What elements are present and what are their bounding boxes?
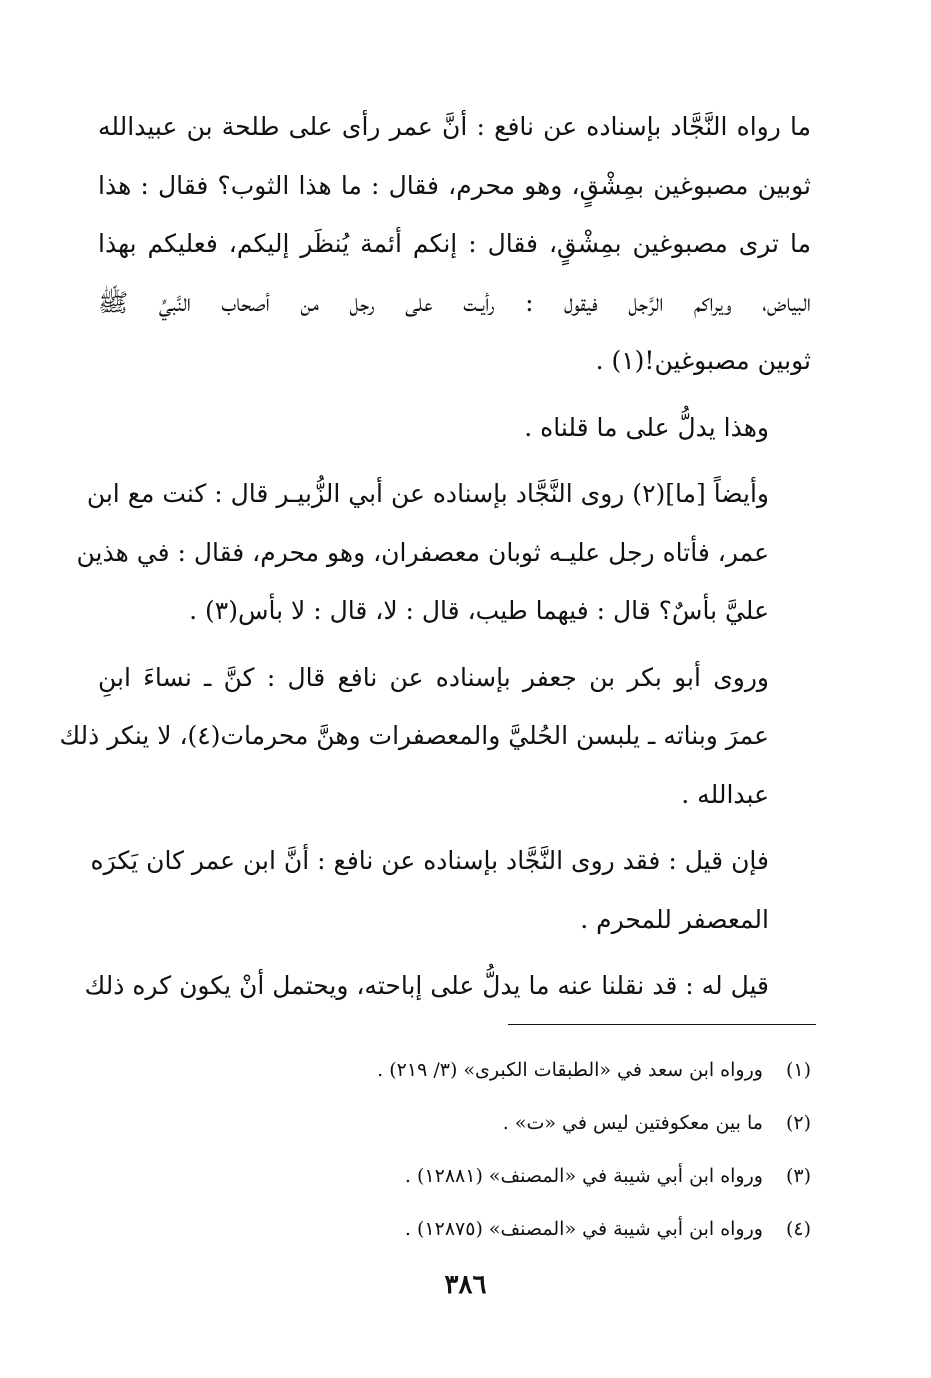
text-line: ثوبين مصبوغين!(١) . (595, 346, 811, 375)
text-line: ما ترى مصبوغين بمِشْقٍ، فقال : إنكم أئمة يُنظَر إليكم، فعليكم بهذا (98, 229, 811, 258)
text-line: ثوبين مصبوغين بمِشْقٍ، وهو محرم، فقال : ما هذا الثوب؟ فقال : هذا (98, 170, 811, 200)
footnote-3 (120, 1150, 811, 1203)
paragraph-6 (84, 957, 811, 1016)
footnote-number: (١) (785, 1059, 811, 1081)
paragraph-3 (76, 465, 811, 641)
footnote-divider (508, 1024, 816, 1025)
footnote-text: ما بين معكوفتين ليس في «ت» . (502, 1112, 763, 1134)
text-line: المعصفر للمحرم . (580, 904, 769, 934)
text-line: ما رواه النَّجَّاد بإسناده عن نافع : أنَّ عمر رأى على طلحة بن عبيدالله (98, 112, 811, 141)
footnotes (120, 1044, 811, 1256)
paragraph-1 (98, 98, 811, 391)
text-line: عليَّ بأسٌ؟ قال : فيهما طيب، قال : لا، قال : لا بأس(٣) . (189, 596, 769, 625)
text-line: وهذا يدلُّ على ما قلناه . (524, 412, 769, 442)
paragraph-4 (59, 649, 811, 825)
text-line: عبدالله . (681, 779, 769, 809)
paragraph-2 (98, 399, 811, 458)
footnote-text: ورواه ابن سعد في «الطبقات الكبرى» (٣/ ٢١٩) . (377, 1059, 763, 1081)
page-number: ٣٨٦ (444, 1270, 487, 1300)
paragraph-5 (90, 832, 811, 949)
footnote-number: (٢) (785, 1112, 811, 1134)
footnote-1 (120, 1044, 811, 1097)
footnote-text: ورواه ابن أبي شيبة في «المصنف» (١٢٨٨١) . (404, 1165, 763, 1187)
footnote-2 (120, 1097, 811, 1150)
footnote-4 (120, 1203, 811, 1256)
footnote-number: (٣) (785, 1165, 811, 1187)
text-line: وروى أبو بكر بن جعفر بإسناده عن نافع قال : كنَّ ـ نساءَ ابنِ (98, 662, 769, 692)
footnote-text: ورواه ابن أبي شيبة في «المصنف» (١٢٨٧٥) . (404, 1218, 763, 1240)
main-text (59, 98, 811, 1024)
text-line: قيل له : قد نقلنا عنه ما يدلُّ على إباحته، ويحتمل أنْ يكون كره ذلك (84, 971, 769, 1000)
text-line: فإن قيل : فقد روى النَّجَّاد بإسناده عن نافع : أنَّ ابن عمر كان يَكرَه (90, 846, 769, 875)
text-line: وأيضاً [ما](٢) روى النَّجَّاد بإسناده عن أبي الزُّبيـر قال : كنت مع ابن (86, 479, 769, 508)
text-line: عمر، فأتاه رجل عليـه ثوبان معصفران، وهو محرم، فقال : في هذين (76, 537, 769, 567)
footnote-number: (٤) (785, 1218, 811, 1240)
text-line: البياض، ويراكم الرَّجل فيقول : رأيـت على رجل من أصحاب النَّبيِّ ﷺ (98, 287, 811, 317)
text-line: عمرَ وبناته ـ يلبسن الحُليَّ والمعصفرات وهنَّ محرمات(٤)، لا ينكر ذلك (59, 721, 769, 750)
